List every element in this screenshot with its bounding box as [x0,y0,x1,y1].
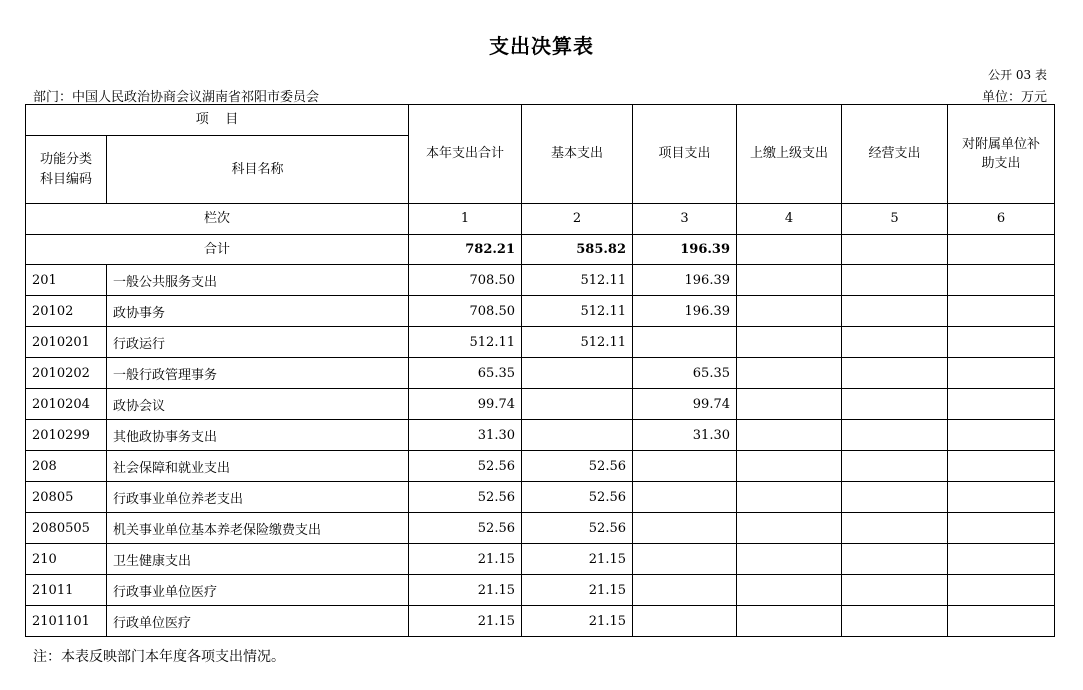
row-code: 208 [26,451,107,482]
row-value [633,482,737,513]
table-row [26,451,1055,482]
row-value [948,575,1055,606]
total-value: 196.39 [633,235,737,265]
row-value [842,451,948,482]
unit-label: 单位：万元 [981,90,1047,105]
row-value: 21.15 [409,544,522,575]
header-col5: 经营支出 [842,105,948,204]
total-value [737,235,842,265]
row-name: 一般公共服务支出 [107,265,409,296]
row-value: 52.56 [522,482,633,513]
row-code: 20102 [26,296,107,327]
table-row [26,327,1055,358]
row-name: 行政单位医疗 [107,606,409,637]
row-value: 31.30 [633,420,737,451]
total-value [842,235,948,265]
column-index-num: 5 [842,204,948,235]
header-col4: 上缴上级支出 [737,105,842,204]
total-value [948,235,1055,265]
row-code: 2010202 [26,358,107,389]
row-value: 52.56 [409,482,522,513]
row-code: 201 [26,265,107,296]
row-value: 52.56 [522,451,633,482]
row-value [737,296,842,327]
row-value [948,327,1055,358]
row-value: 512.11 [522,327,633,358]
header-col6: 对附属单位补助支出 [948,105,1055,204]
column-index-num: 6 [948,204,1055,235]
row-value: 99.74 [409,389,522,420]
footnote: 注：本表反映部门本年度各项支出情况。 [33,649,285,665]
row-code: 210 [26,544,107,575]
row-code: 20805 [26,482,107,513]
row-value [633,451,737,482]
row-value: 99.74 [633,389,737,420]
row-value [842,575,948,606]
row-name: 行政运行 [107,327,409,358]
row-name: 政协会议 [107,389,409,420]
row-value: 21.15 [522,606,633,637]
row-name: 其他政协事务支出 [107,420,409,451]
table-row [26,575,1055,606]
row-code: 2010201 [26,327,107,358]
total-value: 585.82 [522,235,633,265]
table-row [26,296,1055,327]
row-value: 708.50 [409,265,522,296]
total-value: 782.21 [409,235,522,265]
row-value [948,606,1055,637]
table-row [26,358,1055,389]
row-value [633,575,737,606]
row-value: 512.11 [522,296,633,327]
row-value [633,327,737,358]
row-name: 行政事业单位医疗 [107,575,409,606]
row-value [737,389,842,420]
row-code: 2080505 [26,513,107,544]
row-value: 21.15 [409,606,522,637]
row-value [633,606,737,637]
row-value [737,327,842,358]
row-value: 52.56 [409,513,522,544]
row-code: 2101101 [26,606,107,637]
row-name: 一般行政管理事务 [107,358,409,389]
row-name: 社会保障和就业支出 [107,451,409,482]
column-index-num: 3 [633,204,737,235]
row-value [948,358,1055,389]
row-value [842,544,948,575]
row-value [948,544,1055,575]
row-value [948,420,1055,451]
form-code: 公开 03 表 [988,68,1047,82]
row-value [948,451,1055,482]
row-value [842,265,948,296]
header-col2: 基本支出 [522,105,633,204]
row-value [948,265,1055,296]
row-value: 65.35 [633,358,737,389]
row-value [948,296,1055,327]
row-value [737,420,842,451]
row-value [737,606,842,637]
department-label: 部门：中国人民政治协商会议湖南省祁阳市委员会 [33,90,320,105]
column-index-num: 2 [522,204,633,235]
row-value [737,544,842,575]
row-value [842,358,948,389]
row-value [842,482,948,513]
table-row [26,482,1055,513]
table-row [26,420,1055,451]
row-value [737,482,842,513]
table-row [26,513,1055,544]
row-value: 512.11 [522,265,633,296]
total-row [26,235,1055,265]
row-value: 512.11 [409,327,522,358]
row-value [842,327,948,358]
column-index-label: 栏次 [26,204,409,235]
header-subject-name: 科目名称 [107,136,409,204]
row-code: 2010204 [26,389,107,420]
row-value [522,389,633,420]
header-item: 项 目 [26,105,409,136]
column-index-row [26,204,1055,235]
row-value [522,358,633,389]
header-col3: 项目支出 [633,105,737,204]
row-value [842,420,948,451]
row-value [633,513,737,544]
row-value [948,482,1055,513]
row-name: 卫生健康支出 [107,544,409,575]
header-col1: 本年支出合计 [409,105,522,204]
table-row [26,389,1055,420]
row-value [737,265,842,296]
row-value: 65.35 [409,358,522,389]
row-value [737,451,842,482]
row-value [842,513,948,544]
row-value [737,575,842,606]
row-value [737,358,842,389]
row-value: 196.39 [633,265,737,296]
total-label: 合计 [26,235,409,265]
row-code: 21011 [26,575,107,606]
row-value: 52.56 [522,513,633,544]
row-value: 196.39 [633,296,737,327]
row-value [842,296,948,327]
row-value [737,513,842,544]
table-row [26,265,1055,296]
row-value [842,606,948,637]
page-title: 支出决算表 [489,34,594,58]
expenditure-table [25,104,1055,637]
row-code: 2010299 [26,420,107,451]
row-name: 行政事业单位养老支出 [107,482,409,513]
row-value [522,420,633,451]
row-value: 708.50 [409,296,522,327]
table-row [26,544,1055,575]
row-value: 21.15 [522,575,633,606]
row-value: 31.30 [409,420,522,451]
row-value: 21.15 [409,575,522,606]
column-index-num: 1 [409,204,522,235]
row-value: 52.56 [409,451,522,482]
row-value [948,389,1055,420]
row-name: 机关事业单位基本养老保险缴费支出 [107,513,409,544]
row-name: 政协事务 [107,296,409,327]
column-index-num: 4 [737,204,842,235]
row-value [948,513,1055,544]
table-row [26,606,1055,637]
header-func-code: 功能分类科目编码 [26,136,107,204]
row-value [633,544,737,575]
row-value: 21.15 [522,544,633,575]
row-value [842,389,948,420]
